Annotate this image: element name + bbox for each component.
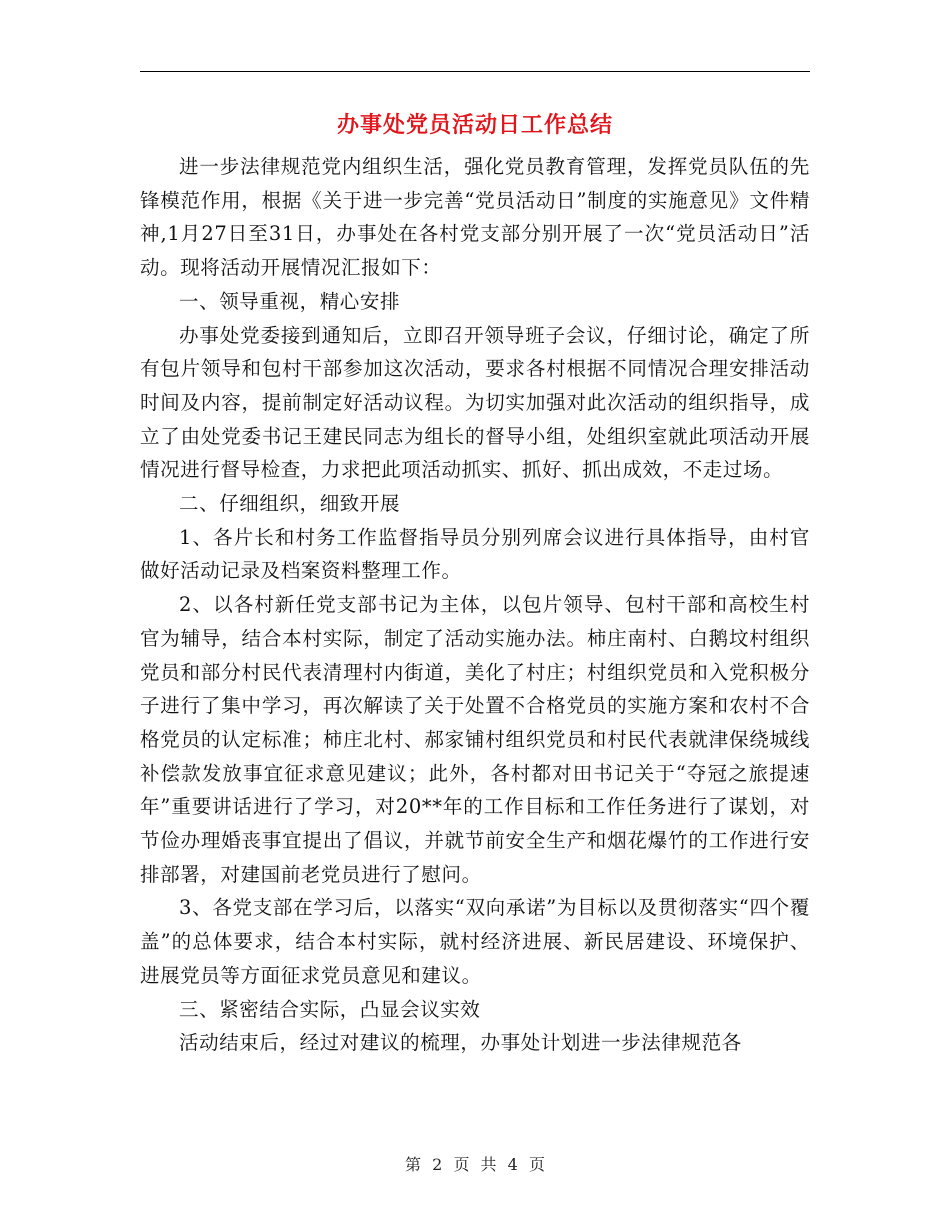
paragraph-item-1: 1、各片长和村务工作监督指导员分别列席会议进行具体指导，由村官做好活动记录及档案资料整理工作。 [140, 525, 810, 583]
document-title: 办事处党员活动日工作总结 [336, 112, 613, 138]
footer-page-word: 页 [453, 1155, 470, 1174]
footer-suffix: 页 [528, 1155, 545, 1174]
header-rule [140, 71, 810, 72]
footer-total-word: 共 [480, 1155, 497, 1174]
page-footer [140, 1153, 810, 1177]
document-body [140, 150, 810, 1060]
section-heading-3: 三、紧密结合实际，凸显会议实效 [179, 997, 481, 1021]
footer-total-pages: 4 [507, 1155, 518, 1174]
footer-current-page: 2 [432, 1155, 443, 1174]
paragraph-item-3: 3、各党支部在学习后，以落实“双向承诺”为目标以及贯彻落实“四个覆盖”的总体要求，结合本村实际，就村经济进展、新民居建设、环境保护、进展党员等方面征求党员意见和建议。 [140, 896, 810, 987]
paragraph-section-1: 办事处党委接到通知后，立即召开领导班子会议，仔细讨论，确定了所有包片领导和包村干部参加这次活动，要求各村根据不同情况合理安排活动时间及内容，提前制定好活动议程。为切实加强对此次活动的组织指导，成立了由处党委书记王建民同志为组长的督导小组，处组织室就此项活动开展情况进行督导检查，力求把此项活动抓实、抓好、抓出成效，不走过场。 [140, 323, 810, 482]
paragraph-intro: 进一步法律规范党内组织生活，强化党员教育管理，发挥党员队伍的先锋模范作用，根据《关于进一步完善“党员活动日”制度的实施意见》文件精神,1月27日至31日，办事处在各村党支部分别开展了一次“党员活动日”活动。现将活动开展情况汇报如下： [140, 155, 810, 280]
section-heading-2: 二、仔细组织，细致开展 [179, 492, 401, 516]
footer-prefix: 第 [405, 1155, 422, 1174]
paragraph-item-2: 2、以各村新任党支部书记为主体，以包片领导、包村干部和高校生村官为辅导，结合本村实际，制定了活动实施办法。柿庄南村、白鹅坟村组织党员和部分村民代表清理村内街道，美化了村庄；村组织党员和入党积极分子进行了集中学习，再次解读了关于处置不合格党员的实施方案和农村不合格党员的认定标准；柿庄北村、郝家铺村组织党员和村民代表就津保绕城线补偿款发放事宜征求意见建议；此外，各村都对田书记关于“夺冠之旅提速年”重要讲话进行了学习，对20**年的工作目标和工作任务进行了谋划，对节俭办理婚丧事宜提出了倡议，并就节前安全生产和烟花爆竹的工作进行安排部署，对建国前老党员进行了慰问。 [140, 593, 810, 886]
section-heading-1: 一、领导重视，精心安排 [179, 289, 401, 313]
paragraph-section-3: 活动结束后，经过对建议的梳理，办事处计划进一步法律规范各 [179, 1031, 742, 1055]
